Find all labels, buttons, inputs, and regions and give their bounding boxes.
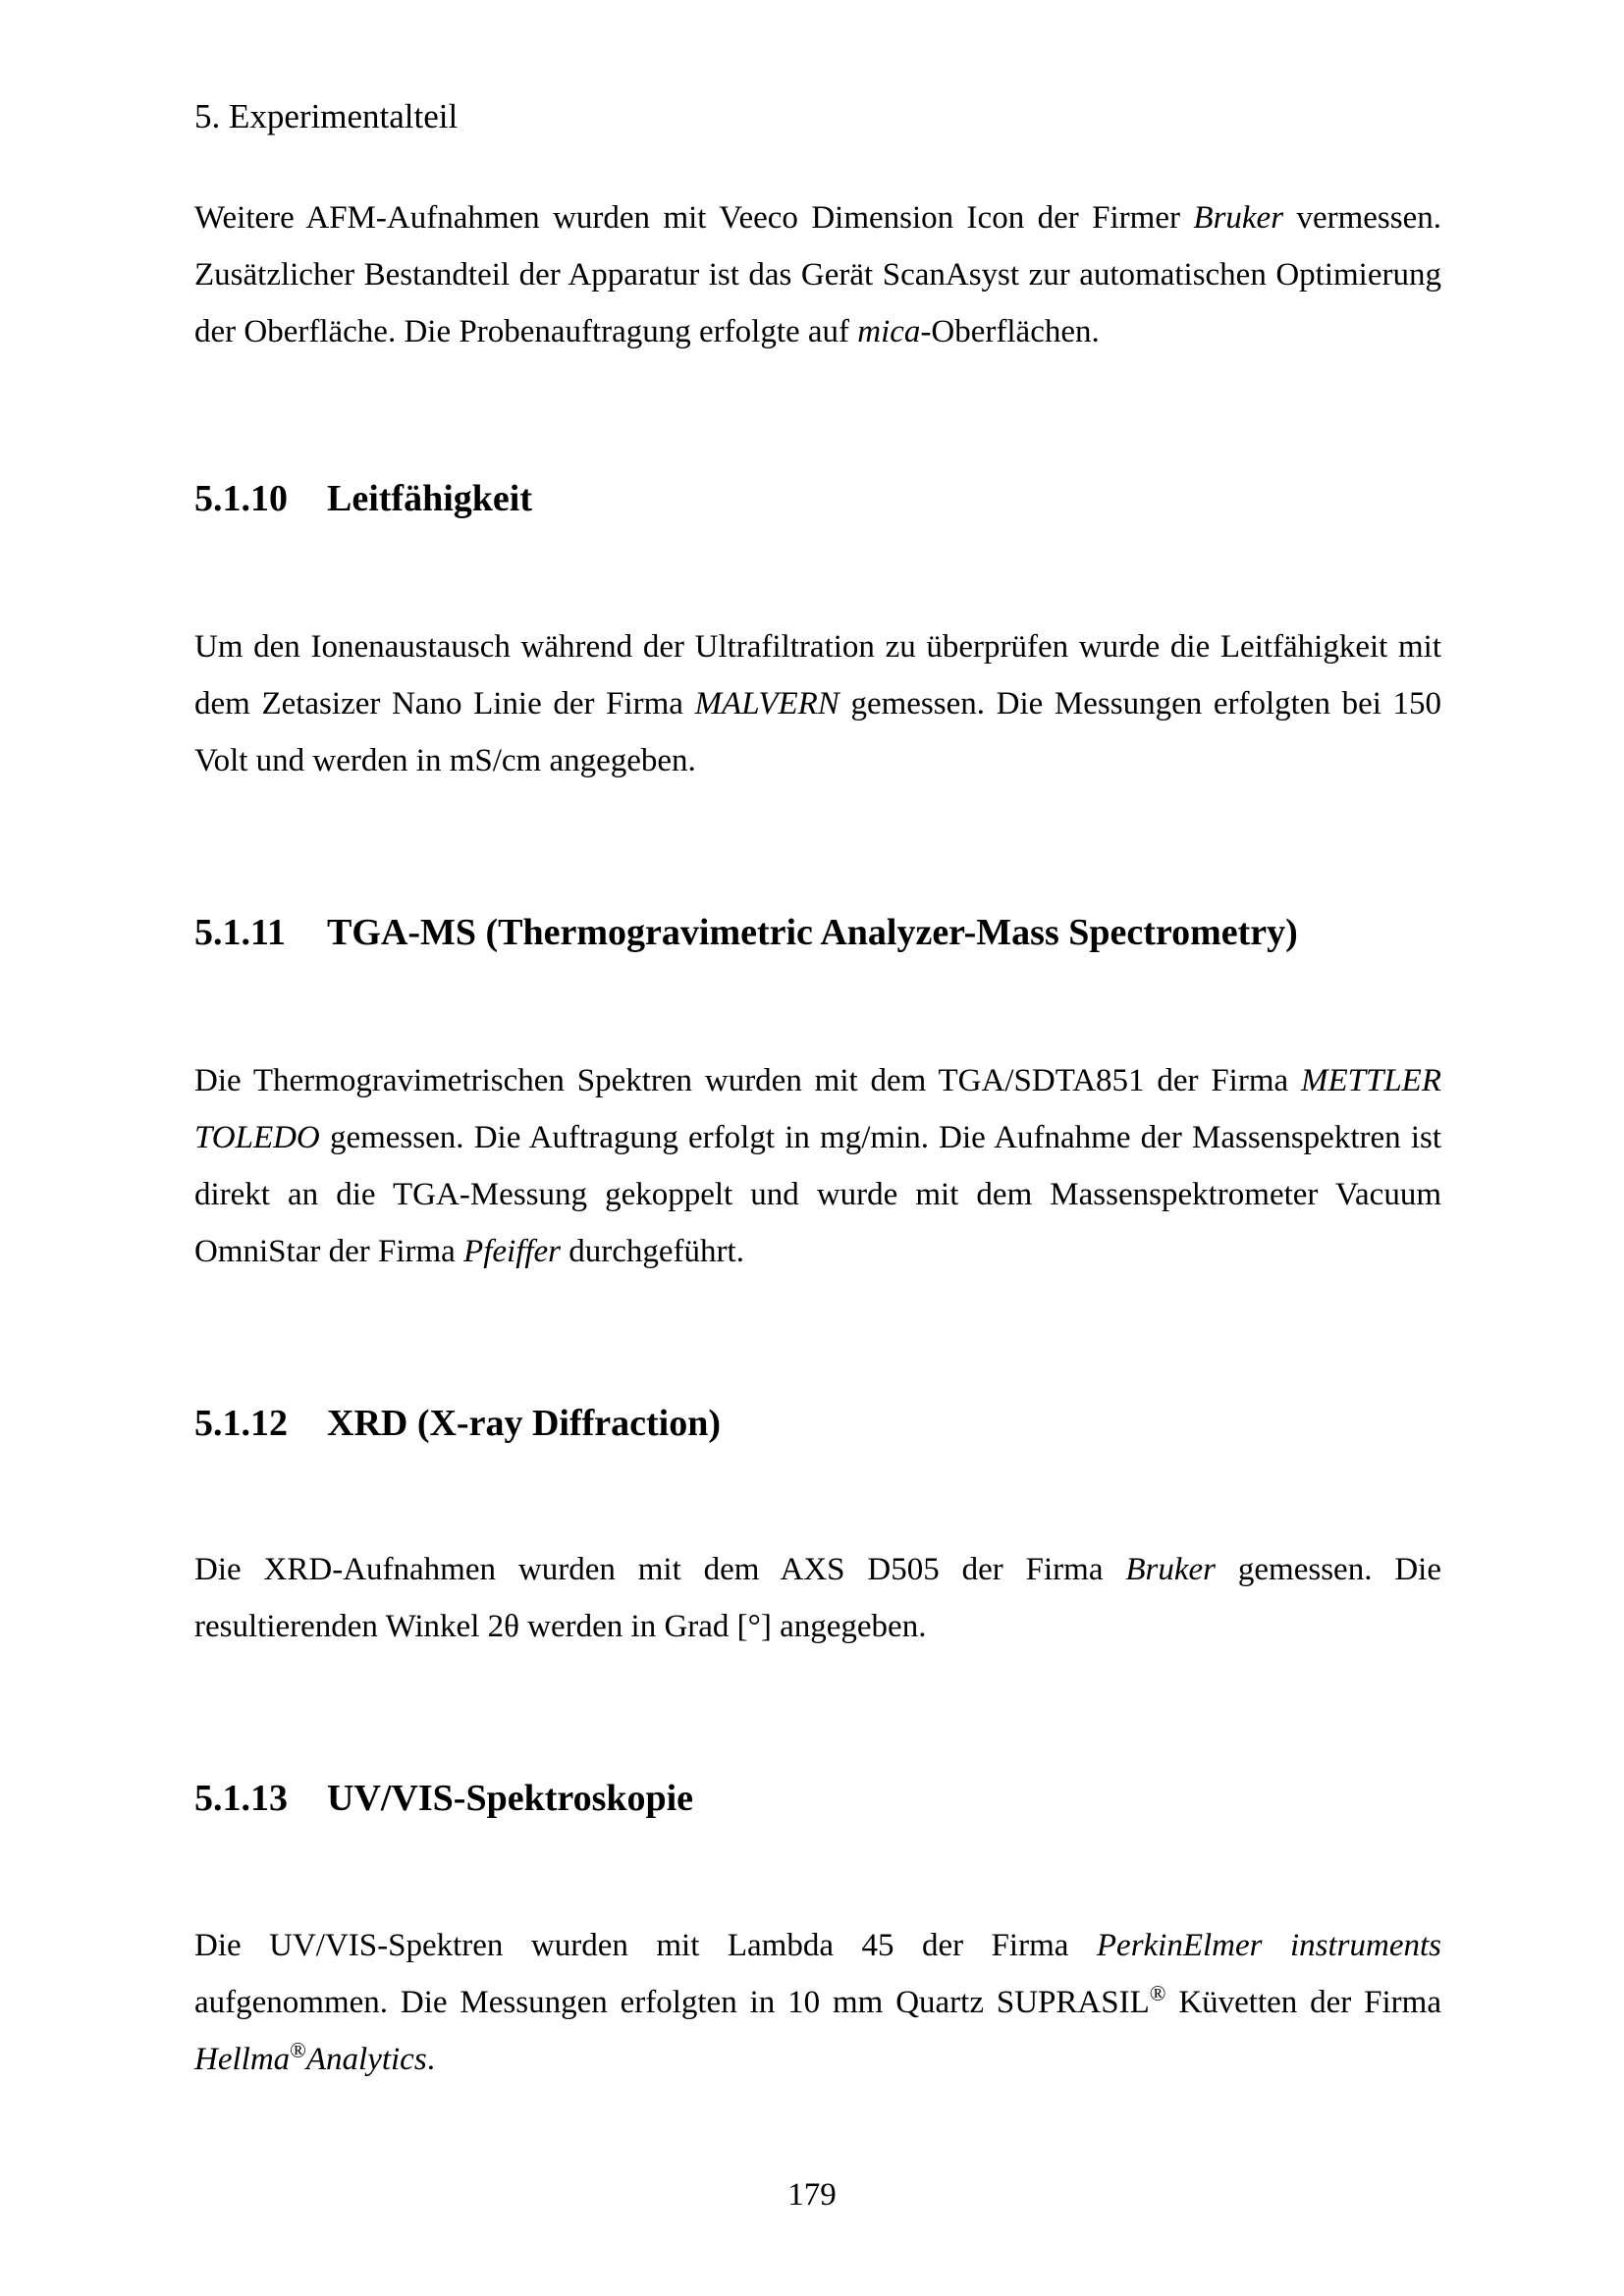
section-heading-5-1-11: [194, 909, 1298, 956]
company-name: Pfeiffer: [463, 1234, 562, 1269]
section-heading-5-1-12: [194, 1400, 721, 1447]
afm-paragraph: Weitere AFM-Aufnahmen wurden mit Veeco Dimension Icon der Firmer Bruker vermessen. Zusätzlicher Bestandteil der Apparatur ist das Gerät ScanAsyst zur automatischen Optimierung der Oberfläche. Die Probenauftragung erfolgte auf mica-Oberflächen.: [194, 200, 1441, 349]
company-name: PerkinElmer instruments: [1096, 1928, 1441, 1963]
company-name: Bruker: [1193, 200, 1284, 236]
company-name: MALVERN: [694, 686, 839, 721]
section-heading-5-1-10: [194, 475, 532, 522]
section-title: UV/VIS-Spektroskopie: [327, 1778, 694, 1819]
section-number: 5.1.12: [194, 1403, 288, 1444]
section-number: 5.1.11: [194, 912, 286, 953]
section-number: 5.1.13: [194, 1778, 288, 1819]
uv-vis-paragraph: Die UV/VIS-Spektren wurden mit Lambda 45 der Firma PerkinElmer instruments aufgenommen. Die Messungen erfolgten in 10 mm Quartz SUPRASIL® Küvetten der Firma Hellma®Analytics.: [194, 1928, 1441, 2077]
section-heading-5-1-13: [194, 1775, 693, 1822]
xrd-paragraph: Die XRD-Aufnahmen wurden mit dem AXS D505 der Firma Bruker gemessen. Die resultierenden Winkel 2θ werden in Grad [°] angegeben.: [194, 1552, 1441, 1644]
mica-term: mica: [857, 314, 921, 349]
section-title: TGA-MS (Thermogravimetric Analyzer-Mass Spectrometry): [327, 912, 1298, 953]
company-name: Analytics: [305, 2042, 427, 2077]
tga-ms-paragraph: Die Thermogravimetrischen Spektren wurden mit dem TGA/SDTA851 der Firma METTLER TOLEDO gemessen. Die Auftragung erfolgt in mg/min. Die Aufnahme der Massenspektren ist direkt an die TGA-Messung gekoppelt und wurde mit dem Massenspektrometer Vacuum OmniStar der Firma Pfeiffer durchgeführt.: [194, 1063, 1441, 1269]
registered-mark: ®: [290, 2037, 306, 2062]
conductivity-paragraph: Um den Ionenaustausch während der Ultrafiltration zu überprüfen wurde die Leitfähigkeit mit dem Zetasizer Nano Linie der Firma MALVERN gemessen. Die Messungen erfolgten bei 150 Volt und werden in mS/cm angegeben.: [194, 629, 1442, 778]
company-name: Hellma: [194, 2042, 291, 2077]
company-name: Bruker: [1125, 1552, 1217, 1587]
section-number: 5.1.10: [194, 478, 288, 519]
running-head: 5. Experimentalteil: [194, 97, 459, 135]
section-title: Leitfähigkeit: [327, 478, 532, 519]
company-name: METTLER TOLEDO: [194, 1063, 1441, 1155]
section-title: XRD (X-ray Diffraction): [327, 1403, 721, 1444]
page-number: 179: [787, 2177, 837, 2213]
registered-mark: ®: [1149, 1980, 1166, 2005]
